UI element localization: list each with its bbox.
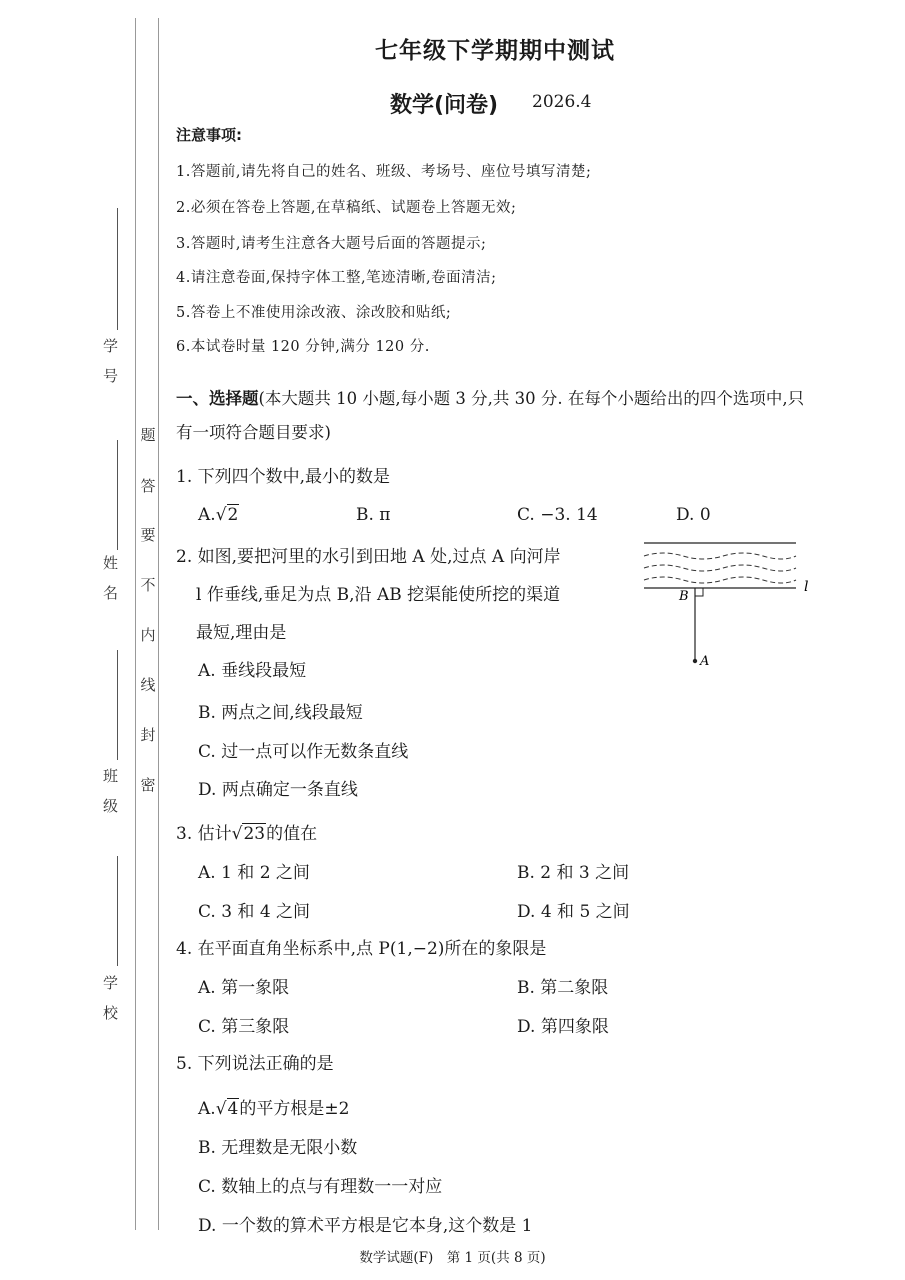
seal-char: 内	[140, 626, 156, 644]
water-wave	[644, 577, 796, 583]
notice-heading: 注意事项:	[176, 126, 242, 144]
question-1-option-b[interactable]: B. π	[356, 505, 391, 525]
notice-item: 1.答题前,请先将自己的姓名、班级、考场号、座位号填写清楚;	[176, 164, 592, 180]
question-1-option-a[interactable]	[198, 505, 239, 525]
section-description: (本大题共 10 小题,每小题 3 分,共 30 分. 在每个小题给出的四个选项中,只有一项符合题目要求)	[176, 389, 805, 442]
sqrt-symbol: √23	[231, 824, 266, 844]
notice-item: 3.答题时,请考生注意各大题号后面的答题提示;	[176, 236, 487, 252]
question-2-option-b[interactable]: B. 两点之间,线段最短	[198, 703, 363, 723]
school-blank[interactable]	[117, 856, 118, 966]
seal-char: 线	[140, 676, 156, 694]
question-3-stem	[176, 819, 317, 844]
question-3-option-c[interactable]: C. 3 和 4 之间	[198, 902, 311, 922]
sqrt-symbol: √2	[215, 505, 239, 525]
binding-line-left	[135, 18, 136, 1230]
seal-char: 要	[140, 526, 156, 544]
radicand: 4	[227, 1099, 239, 1119]
question-5-option-a[interactable]	[198, 1094, 349, 1119]
seal-char: 答	[140, 477, 156, 495]
name-blank[interactable]	[117, 440, 118, 550]
question-2-option-a[interactable]: A. 垂线段最短	[198, 661, 307, 681]
notice-item: 2.必须在答卷上答题,在草稿纸、试题卷上答题无效;	[176, 200, 517, 216]
label-l: l	[804, 579, 809, 595]
question-5-option-d[interactable]: D. 一个数的算术平方根是它本身,这个数是 1	[198, 1216, 533, 1236]
option-text: 的平方根是±2	[239, 1099, 350, 1119]
class-blank[interactable]	[117, 650, 118, 760]
label-b: B	[679, 589, 689, 604]
right-angle-mark	[695, 588, 703, 596]
question-3-stem-post: 的值在	[266, 824, 318, 844]
question-2-option-c[interactable]: C. 过一点可以作无数条直线	[198, 742, 409, 762]
class-label: 班 级	[101, 768, 119, 813]
seal-char: 密	[140, 776, 156, 794]
question-3-option-b[interactable]: B. 2 和 3 之间	[517, 863, 630, 883]
question-1-stem: 1. 下列四个数中,最小的数是	[176, 467, 391, 487]
water-wave	[644, 565, 796, 571]
seal-char: 题	[140, 426, 156, 444]
notice-item: 4.请注意卷面,保持字体工整,笔迹清晰,卷面清洁;	[176, 270, 497, 286]
question-1-option-c[interactable]: C. −3. 14	[517, 505, 598, 525]
sqrt-symbol: √4	[215, 1099, 239, 1119]
question-2-line: 最短,理由是	[196, 623, 287, 643]
seal-char: 不	[140, 576, 156, 594]
radicand: 23	[243, 824, 266, 844]
question-3-stem-pre: 3. 估计	[176, 824, 232, 844]
question-1-option-d[interactable]: D. 0	[676, 505, 711, 525]
question-4-option-d[interactable]: D. 第四象限	[517, 1017, 609, 1037]
radicand: 2	[227, 505, 239, 525]
seal-char: 封	[140, 726, 156, 744]
question-2-line: 2. 如图,要把河里的水引到田地 A 处,过点 A 向河岸	[176, 547, 561, 567]
exam-date: 2026.4	[532, 92, 592, 112]
option-label: A.	[198, 1099, 216, 1119]
section-heading	[176, 382, 806, 450]
question-3-option-a[interactable]: A. 1 和 2 之间	[198, 863, 310, 883]
student-id-label: 学 号	[101, 338, 119, 383]
question-4-option-a[interactable]: A. 第一象限	[198, 978, 290, 998]
option-label: A.	[198, 505, 216, 525]
question-5-stem: 5. 下列说法正确的是	[176, 1054, 334, 1074]
label-a: A	[700, 654, 710, 669]
page-footer: 数学试题(F) 第 1 页(共 8 页)	[359, 1250, 546, 1266]
question-4-stem: 4. 在平面直角坐标系中,点 P(1,−2)所在的象限是	[176, 939, 547, 959]
section-title: 一、选择题	[176, 389, 259, 408]
page-title: 七年级下学期期中测试	[375, 38, 615, 64]
question-3-option-d[interactable]: D. 4 和 5 之间	[517, 902, 630, 922]
name-label: 姓 名	[101, 555, 119, 600]
question-5-option-b[interactable]: B. 无理数是无限小数	[198, 1138, 358, 1158]
question-4-option-c[interactable]: C. 第三象限	[198, 1017, 290, 1037]
student-id-blank[interactable]	[117, 208, 118, 330]
notice-item: 6.本试卷时量 120 分钟,满分 120 分.	[176, 339, 430, 355]
question-4-option-b[interactable]: B. 第二象限	[517, 978, 609, 998]
question-2-option-d[interactable]: D. 两点确定一条直线	[198, 780, 358, 800]
question-5-option-c[interactable]: C. 数轴上的点与有理数一一对应	[198, 1177, 443, 1197]
binding-line-right	[158, 18, 159, 1230]
notice-item: 5.答卷上不准使用涂改液、涂改胶和贴纸;	[176, 305, 452, 321]
water-wave	[644, 553, 796, 559]
point-a	[693, 659, 697, 663]
river-figure	[638, 535, 818, 675]
school-label: 学 校	[101, 975, 119, 1020]
page-subtitle: 数学(问卷)	[390, 93, 499, 118]
question-2-line: l 作垂线,垂足为点 B,沿 AB 挖渠能使所挖的渠道	[196, 585, 561, 605]
